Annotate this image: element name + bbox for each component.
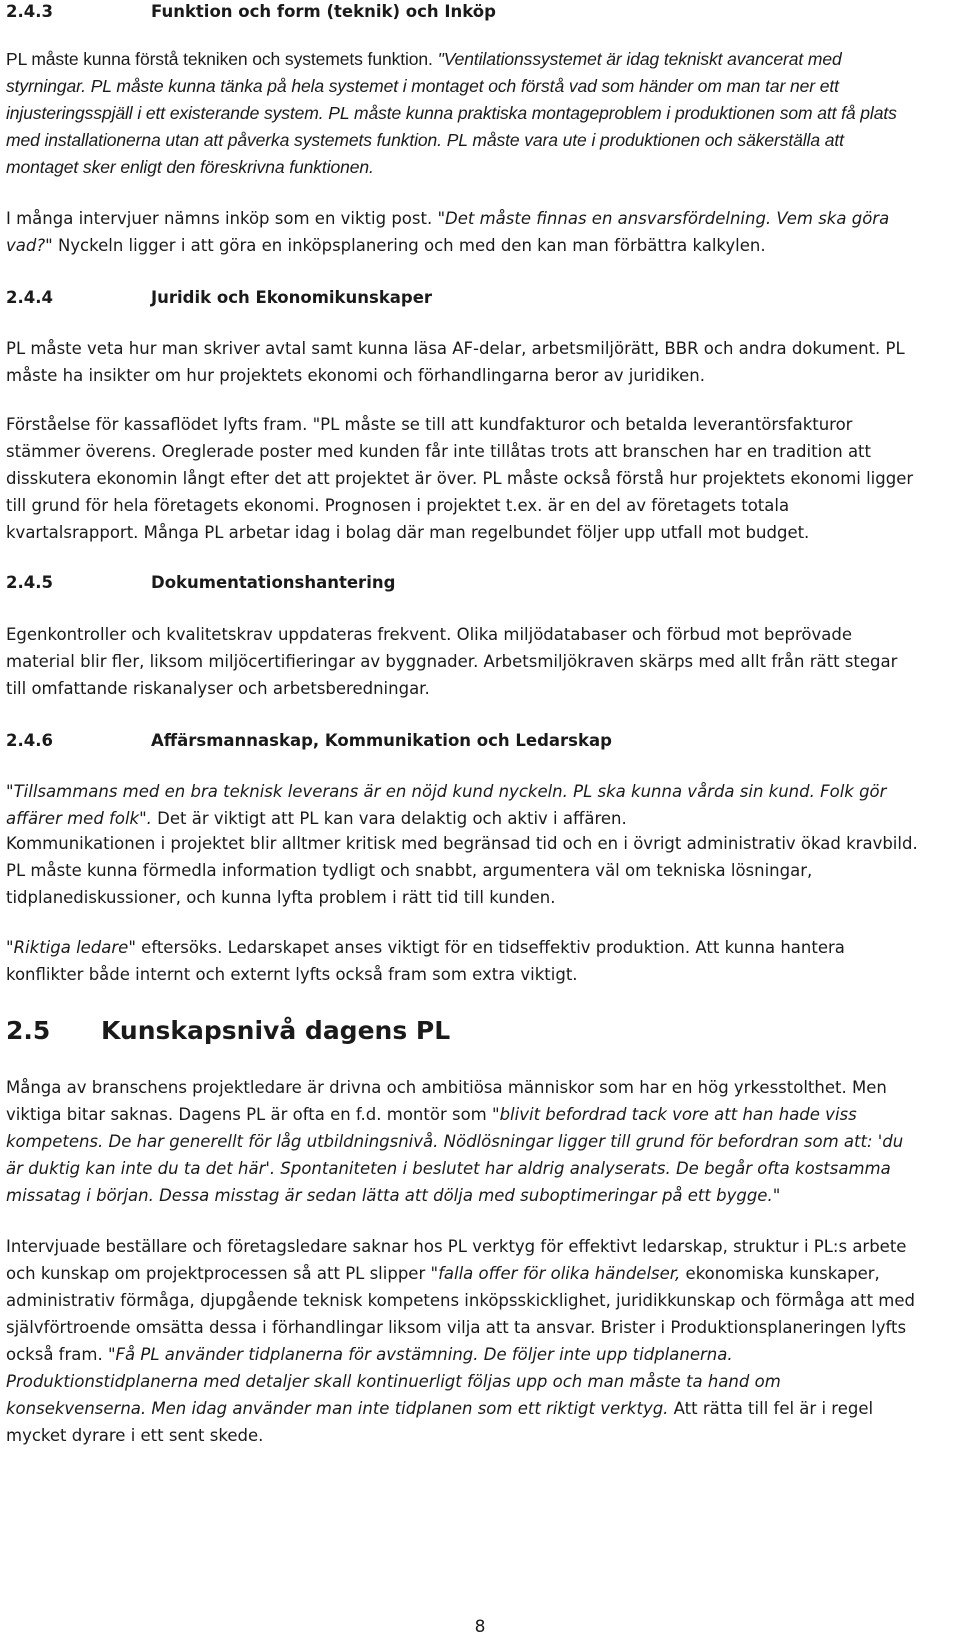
paragraph (6, 934, 921, 988)
section-title: Juridik och Ekonomikunskaper (151, 288, 433, 307)
paragraph: Förståelse för kassaflödet lyfts fram. "PL måste se till att kundfakturor och betalda leverantörsfakturor stämmer överens. Oreglerade poster med kunden får inte tillåtas trots att branschen har en tradition att disskutera ekonomin långt efter det att projektet är över. PL måste också förstå hur projektets ekonomi ligger till grund för hela företagets ekonomi. Prognosen i projektet t.ex. är en del av företagets totala kvartalsrapport. Många PL arbetar idag i bolag där man regelbundet följer upp utfall mot budget. (6, 415, 914, 542)
section-number: 2.4.3 (6, 2, 53, 21)
quote-text: "falla offer för olika händelser, (430, 1264, 681, 1283)
quote-text: "Ventilationssystemet är idag tekniskt avancerat med styrningar. PL måste kunna tänka på hela systemet i montaget och förstå vad som händer om man tar ner ett injusteringsspjäll i ett existerande system. PL måste kunna praktiska montageproblem i produktionen som att få plats med installationerna utan att påverka systemets funktion. PL måste vara ute i produktionen och säkerställa att montaget sker enligt den föreskrivna funktionen. (6, 49, 897, 177)
paragraph (6, 1233, 921, 1449)
text-run: I många intervjuer nämns inköp som en viktig post. (6, 209, 438, 228)
quote-text: "Tillsammans med en bra teknisk leverans är en nöjd kund nyckeln. PL ska kunna vårda sin kund. Folk gör affärer med folk". (6, 782, 887, 828)
section-title: Funktion och form (teknik) och Inköp (151, 2, 496, 21)
section-title: Dokumentationshantering (151, 573, 396, 592)
page-number: 8 (474, 1617, 486, 1637)
text-run: PL måste kunna förstå tekniken och systemets funktion. (6, 49, 438, 69)
section-heading-2-4-3 (6, 0, 496, 25)
paragraph (6, 778, 921, 832)
quote-text: "blivit befordrad tack vore att han hade viss kompetens. De har generellt för låg utbildningsnivå. Nödlösningar ligger till grund för befordran som att: 'du är duktig kan inte du ta det här'. Spontaniteten i beslutet har aldrig analyserats. De begår ofta kostsamma missatag i början. Dessa misstag är sedan lätta att dölja med suboptimeringar på ett bygge." (6, 1105, 904, 1205)
text-run: Många av branschens projektledare är drivna och ambitiösa människor som har en hög yrkesstolthet. Men viktiga bitar saknas. Dagens PL är ofta en f.d. montör som (6, 1078, 887, 1124)
section-number: 2.4.6 (6, 731, 53, 750)
text-run: Intervjuade beställare och företagsledare saknar hos PL verktyg för effektivt ledarskap, struktur i PL:s arbete och kunskap om projektprocessen så att PL slipper (6, 1237, 907, 1283)
paragraph: PL måste veta hur man skriver avtal samt kunna läsa AF-delar, arbetsmiljörätt, BBR och andra dokument. PL måste ha insikter om hur projektets ekonomi och förhandlingarna beror av juridiken. (6, 339, 905, 385)
section-number: 2.4.4 (6, 288, 53, 307)
text-run: " Nyckeln ligger i att göra en inköpsplanering och med den kan man förbättra kalkylen. (45, 236, 766, 255)
section-heading-2-4-4 (6, 284, 432, 311)
section-heading-2-5 (6, 1015, 450, 1047)
paragraph (6, 1074, 921, 1209)
quote-text: "Få PL använder tidplanerna för avstämning. De följer inte upp tidplanerna. Produktionstidplanerna med detaljer skall kontinuerligt följas upp och man måste ta hand om konsekvenserna. Men idag använder man inte tidplanen som ett riktigt verktyg. (6, 1345, 781, 1418)
section-number: 2.5 (6, 1016, 51, 1045)
section-heading-2-4-5 (6, 569, 395, 596)
quote-text: "Riktiga ledare" (6, 938, 136, 957)
paragraph: Kommunikationen i projektet blir alltmer kritisk med begränsad tid och en i övrigt administrativ ökad kravbild. PL måste kunna förmedla information tydligt och snabbt, argumentera väl om tekniska lösningar, tidplanediskussioner, och kunna lyfta problem i rätt tid till kunden. (6, 834, 918, 907)
text-run: ekonomiska kunskaper, administrativ förmåga, djupgående teknisk kompetens inköpsskicklighet, juridikkunskap och förmåga att med självförtroende omsätta dessa i förhandlingar liksom vilja att ta ansvar. Brister i Produktionsplaneringen lyfts också fram. (6, 1264, 916, 1364)
paragraph: Egenkontroller och kvalitetskrav uppdateras frekvent. Olika miljödatabaser och förbud mot beprövade material blir fler, liksom miljöcertifieringar av byggnader. Arbetsmiljökraven skärps med allt från rätt stegar till omfattande riskanalyser och arbetsberedningar. (6, 625, 898, 698)
paragraph (6, 46, 916, 181)
text-run: eftersöks. Ledarskapet anses viktigt för en tidseffektiv produktion. Att kunna hantera konflikter både internt och externt lyfts också fram som extra viktigt. (6, 938, 845, 984)
quote-text: "Det måste finnas en ansvarsfördelning. Vem ska göra vad? (6, 209, 890, 255)
text-run: Det är viktigt att PL kan vara delaktig och aktiv i affären. (151, 809, 627, 828)
paragraph (6, 205, 926, 259)
section-title: Kunskapsnivå dagens PL (101, 1016, 451, 1045)
section-title: Affärsmannaskap, Kommunikation och Ledarskap (151, 731, 612, 750)
section-heading-2-4-6 (6, 727, 612, 754)
text-run: Att rätta till fel är i regel mycket dyrare i ett sent skede. (6, 1399, 874, 1445)
section-number: 2.4.5 (6, 573, 53, 592)
